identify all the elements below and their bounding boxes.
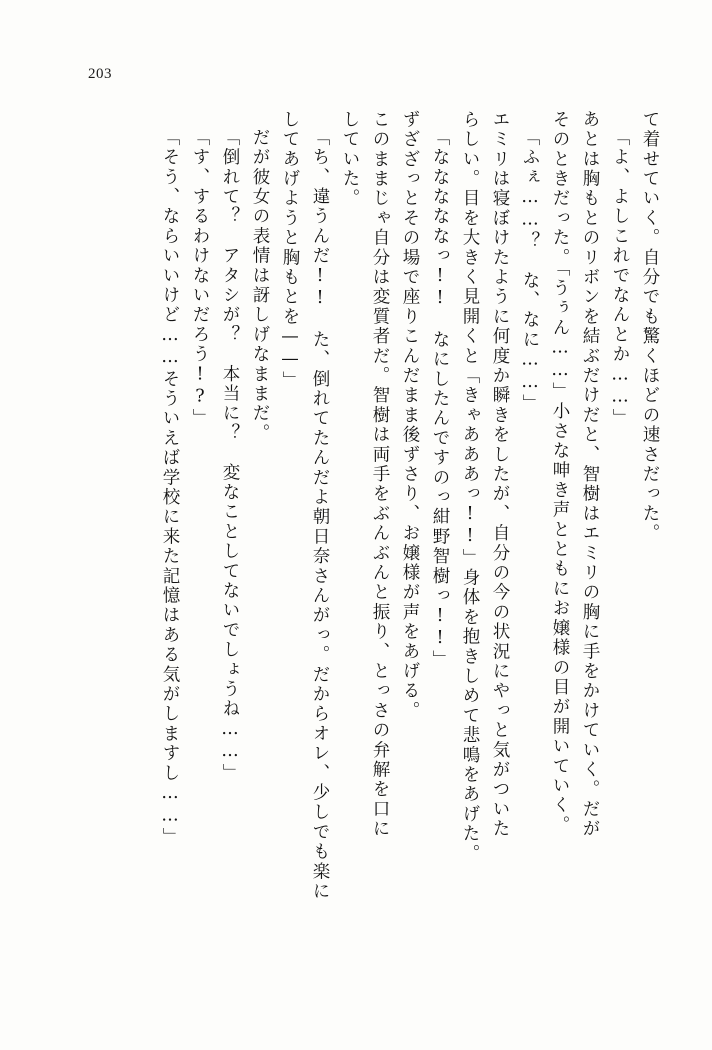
text-line: していた。 [340, 110, 360, 209]
text-line: そのときだった。「うぅん……」小さな呻き声とともにお嬢様の目が開いていく。 [550, 110, 570, 836]
text-line: してあげようと胸もとを——」 [280, 110, 300, 391]
text-line: 「なななななっ!! なにしたんですのっ紺野智樹っ!!」 [430, 128, 450, 670]
text-line: て着せていく。自分でも驚くほどの速さだった。 [640, 110, 660, 544]
text-line: 「倒れて？ アタシが？ 本当に？ 変なことしてないでしょうね……」 [220, 128, 240, 784]
text-line: 「そう、ならいいけど……そういえば学校に来た記憶はある気がしますし……」 [160, 128, 180, 848]
text-line: あとは胸もとのリボンを結ぶだけだと、智樹はエミリの胸に手をかけていく。だが [580, 110, 600, 839]
vertical-text-body [54, 110, 658, 940]
text-line: 「ふぇ……？ な、なに……」 [520, 128, 540, 414]
text-line: 「す、するわけないだろう!?」 [190, 128, 210, 429]
text-line: 「ち、違うんだ!! た、倒れてたんだよ朝日奈さんがっ。だからオレ、少しでも楽に [310, 128, 330, 902]
text-line: だが彼女の表情は訝しげなままだ。 [250, 128, 270, 444]
page-number: 203 [88, 66, 112, 82]
text-line: らしい。目を大きく見開くと「きゃあああっ!!」身体を抱きしめて悲鳴をあげた。 [460, 110, 480, 864]
text-line: このままじゃ自分は変質者だ。智樹は両手をぶんぶんと振り、とっさの弁解を口に [370, 110, 390, 839]
text-line: 「よ、よしこれでなんとか……」 [610, 128, 630, 429]
text-line: エミリは寝ぼけたように何度か瞬きをしたが、自分の今の状況にやっと気がついた [490, 110, 510, 839]
text-line: ずざざっとその場で座りこんだまま後ずさり、お嬢様が声をあげる。 [400, 110, 420, 721]
